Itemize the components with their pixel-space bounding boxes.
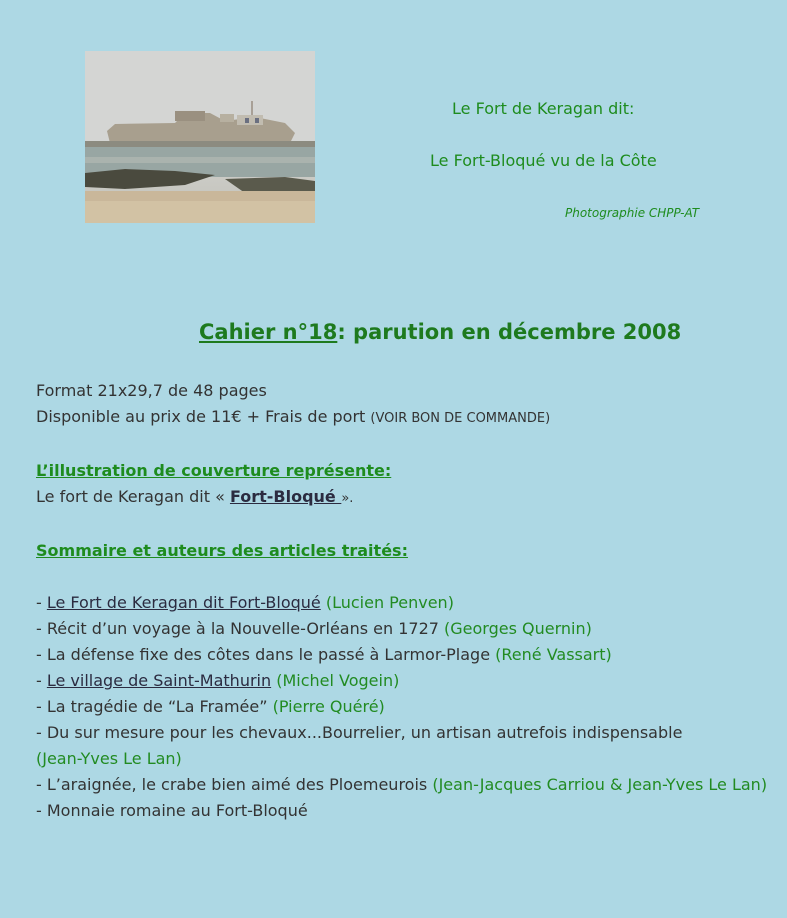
illustration-heading xyxy=(36,458,776,484)
headline-rest: : parution en décembre 2008 xyxy=(337,320,682,344)
illustration-text xyxy=(36,484,776,512)
fort-bloque-link[interactable]: Fort-Bloqué xyxy=(229,487,342,506)
list-item xyxy=(36,616,776,642)
photo-credit: Photographie CHPP-AT xyxy=(565,206,700,220)
item-dash: - xyxy=(36,723,47,742)
article-author: (René Vassart) xyxy=(490,645,612,664)
item-dash: - xyxy=(36,801,47,820)
item-dash: - xyxy=(36,775,47,794)
article-title: Du sur mesure pour les chevaux...Bourrelier, un artisan autrefois indispensable xyxy=(46,723,683,742)
illustration-colon: : xyxy=(384,461,392,480)
article-title: Monnaie romaine au Fort-Bloqué xyxy=(46,801,308,820)
price-text: Disponible au prix de 11€ + Frais de port xyxy=(36,407,371,426)
spacer xyxy=(36,564,776,590)
close-quote: ». xyxy=(341,491,354,506)
item-dash: - xyxy=(36,697,47,716)
list-item xyxy=(36,694,776,720)
article-link[interactable]: Le Fort de Keragan dit Fort-Bloqué xyxy=(46,593,321,612)
item-dash: - xyxy=(36,671,47,690)
list-item xyxy=(36,772,776,798)
article-title: Récit d’un voyage à la Nouvelle-Orléans en 1727 xyxy=(46,619,439,638)
article-body xyxy=(36,378,776,824)
item-dash: - xyxy=(36,593,47,612)
item-dash: - xyxy=(36,619,47,638)
page-headline xyxy=(199,320,681,344)
fort-illustration xyxy=(85,51,315,223)
open-quote: « xyxy=(215,487,230,506)
spacer xyxy=(36,432,776,458)
format-line: Format 21x29,7 de 48 pages xyxy=(36,381,267,400)
article-author: (Pierre Quéré) xyxy=(267,697,385,716)
article-author: (Jean-Yves Le Lan) xyxy=(36,749,182,768)
article-author: (Jean-Jacques Carriou & Jean-Yves Le Lan) xyxy=(427,775,768,794)
article-title: L’araignée, le crabe bien aimé des Ploemeurois xyxy=(46,775,428,794)
price-line xyxy=(36,404,776,432)
article-title: La tragédie de “La Framée” xyxy=(46,697,268,716)
article-author: (Georges Quernin) xyxy=(438,619,592,638)
article-link[interactable]: Le village de Saint-Mathurin xyxy=(46,671,272,690)
list-item xyxy=(36,720,776,772)
item-dash: - xyxy=(36,645,47,664)
summary-heading xyxy=(36,538,776,564)
caption-subtitle: Le Fort-Bloqué vu de la Côte xyxy=(430,151,657,170)
cahier-link[interactable]: Cahier n°18 xyxy=(199,320,338,344)
article-author: (Lucien Penven) xyxy=(320,593,454,612)
fort-photo xyxy=(85,51,315,223)
article-title: La défense fixe des côtes dans le passé à Larmor-Plage xyxy=(46,645,491,664)
summary-list xyxy=(36,590,776,824)
list-item xyxy=(36,590,776,616)
spacer xyxy=(36,512,776,538)
summary-title: Sommaire et auteurs des articles traités: xyxy=(36,541,408,560)
illustration-prefix: Le fort de Keragan dit xyxy=(36,487,216,506)
illustration-title: L’illustration de couverture représente xyxy=(36,461,385,480)
caption-title: Le Fort de Keragan dit: xyxy=(452,99,635,118)
list-item xyxy=(36,642,776,668)
order-form-note: (VOIR BON DE COMMANDE) xyxy=(370,411,551,426)
list-item xyxy=(36,798,776,824)
list-item xyxy=(36,668,776,694)
article-author: (Michel Vogein) xyxy=(271,671,400,690)
